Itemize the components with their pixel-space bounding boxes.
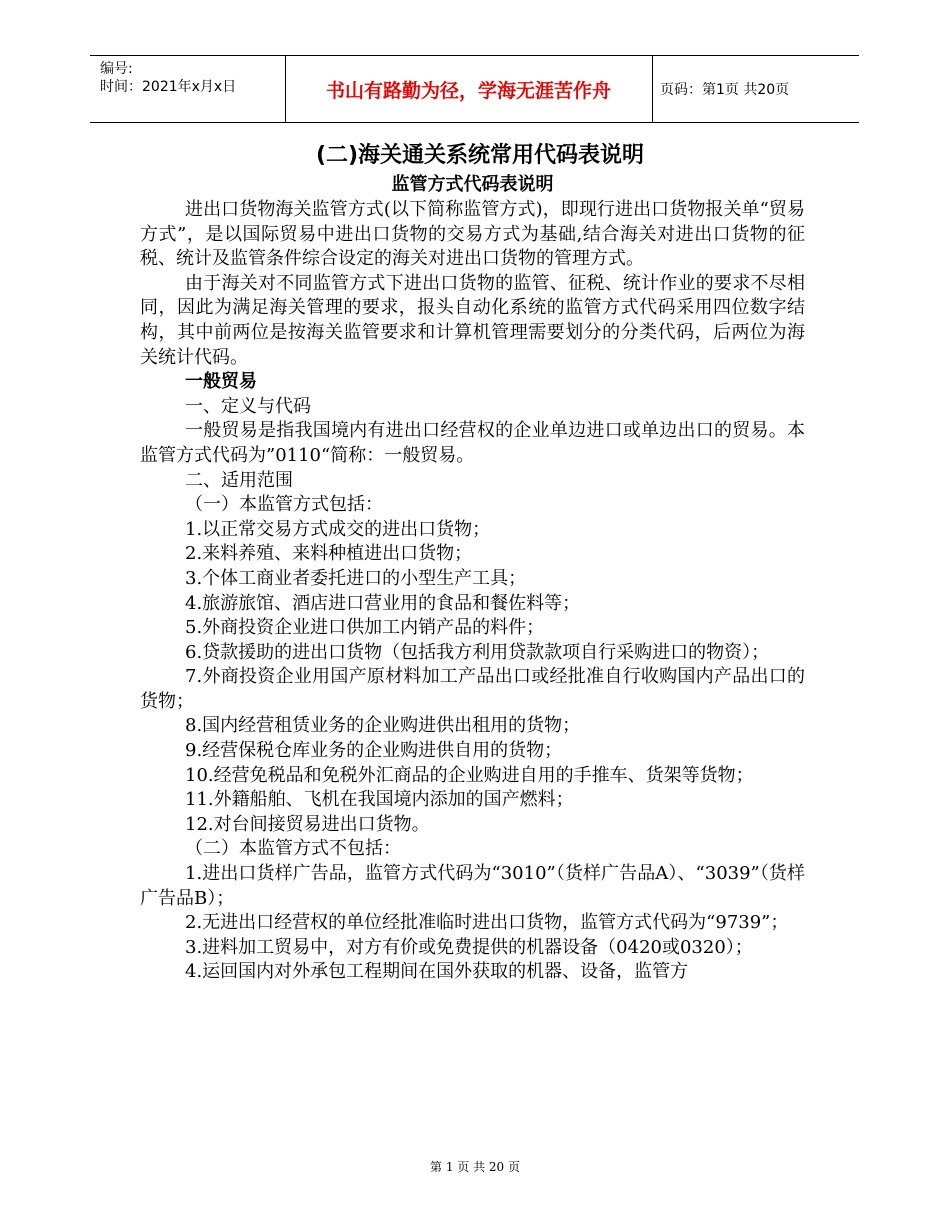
list-item: 3.进料加工贸易中，对方有价或免费提供的机器设备（0420或0320）； xyxy=(185,936,753,958)
subsection-heading: 一、定义与代码 xyxy=(185,395,311,417)
list-item: 2.来料养殖、来料种植进出口货物； xyxy=(185,543,473,565)
document-number-label: 编号: xyxy=(100,61,133,77)
list-item: 2.无进出口经营权的单位经批准临时进出口货物，监管方式代码为“9739”； xyxy=(185,912,789,934)
list-item: 9.经营保税仓库业务的企业购进供自用的货物； xyxy=(185,740,563,762)
list-item: 3.个体工商业者委托进口的小型生产工具； xyxy=(185,567,527,589)
document-title: (二)海关通关系统常用代码表说明 xyxy=(315,143,645,168)
list-item: 1.以正常交易方式成交的进出口货物； xyxy=(185,518,491,540)
subsection-heading: 二、适用范围 xyxy=(185,469,293,491)
header-motto: 书山有路勤为径，学海无涯苦作舟 xyxy=(325,80,611,102)
section-heading: 一般贸易 xyxy=(185,371,257,393)
header-meta xyxy=(100,60,236,96)
list-item: 6.贷款援助的进出口货物（包括我方利用贷款款项自行采购进口的物资）； xyxy=(185,641,770,663)
document-body xyxy=(140,142,805,985)
header-divider xyxy=(652,56,653,122)
list-item: 8.国内经营租赁业务的企业购进供出租用的货物； xyxy=(185,715,581,737)
list-item: 4.旅游旅馆、酒店进口营业用的食品和餐佐料等； xyxy=(185,592,581,614)
page-footer: 第 1 页 共 20 页 xyxy=(430,1160,520,1174)
paragraph: 一般贸易是指我国境内有进出口经营权的企业单边进口或单边出口的贸易。本监管方式代码为”0110“简称：一般贸易。 xyxy=(140,420,805,466)
document-date: 时间：2021年x月x日 xyxy=(100,79,237,95)
paragraph: 由于海关对不同监管方式下进出口货物的监管、征税、统计作业的要求不尽相同，因此为满足海关管理的要求，报头自动化系统的监管方式代码采用四位数字结构，其中前两位是按海关监管要求和计算机管理需要划分的分类代码，后两位为海关统计代码。 xyxy=(140,272,805,368)
list-item: 1.进出口货样广告品，监管方式代码为“3010”（货样广告品A）、“3039”（货样广告品B）； xyxy=(140,863,805,909)
list-item: 7.外商投资企业用国产原材料加工产品出口或经批准自行收购国内产品出口的货物； xyxy=(140,666,805,712)
list-item: 4.运回国内对外承包工程期间在国外获取的机器、设备，监管方 xyxy=(185,961,689,983)
header-page-number: 页码：第1页 共20页 xyxy=(660,82,790,98)
list-item: 12.对台间接贸易进出口货物。 xyxy=(185,813,430,835)
list-heading: （二）本监管方式不包括： xyxy=(185,838,401,860)
list-item: 11.外籍船舶、飞机在我国境内添加的国产燃料； xyxy=(185,789,574,811)
list-item: 10.经营免税品和免税外汇商品的企业购进自用的手推车、货架等货物； xyxy=(185,764,754,786)
page-header xyxy=(90,55,859,123)
list-item: 5.外商投资企业进口供加工内销产品的料件； xyxy=(185,617,545,639)
list-heading: （一）本监管方式包括： xyxy=(185,494,383,516)
document-subtitle: 监管方式代码表说明 xyxy=(391,174,554,195)
paragraph: 进出口货物海关监管方式(以下简称监管方式)，即现行进出口货物报关单“贸易方式”，是以国际贸易中进出口货物的交易方式为基础,结合海关对进出口货物的征税、统计及监管条件综合设定的海关对进出口货物的管理方式。 xyxy=(140,199,805,270)
